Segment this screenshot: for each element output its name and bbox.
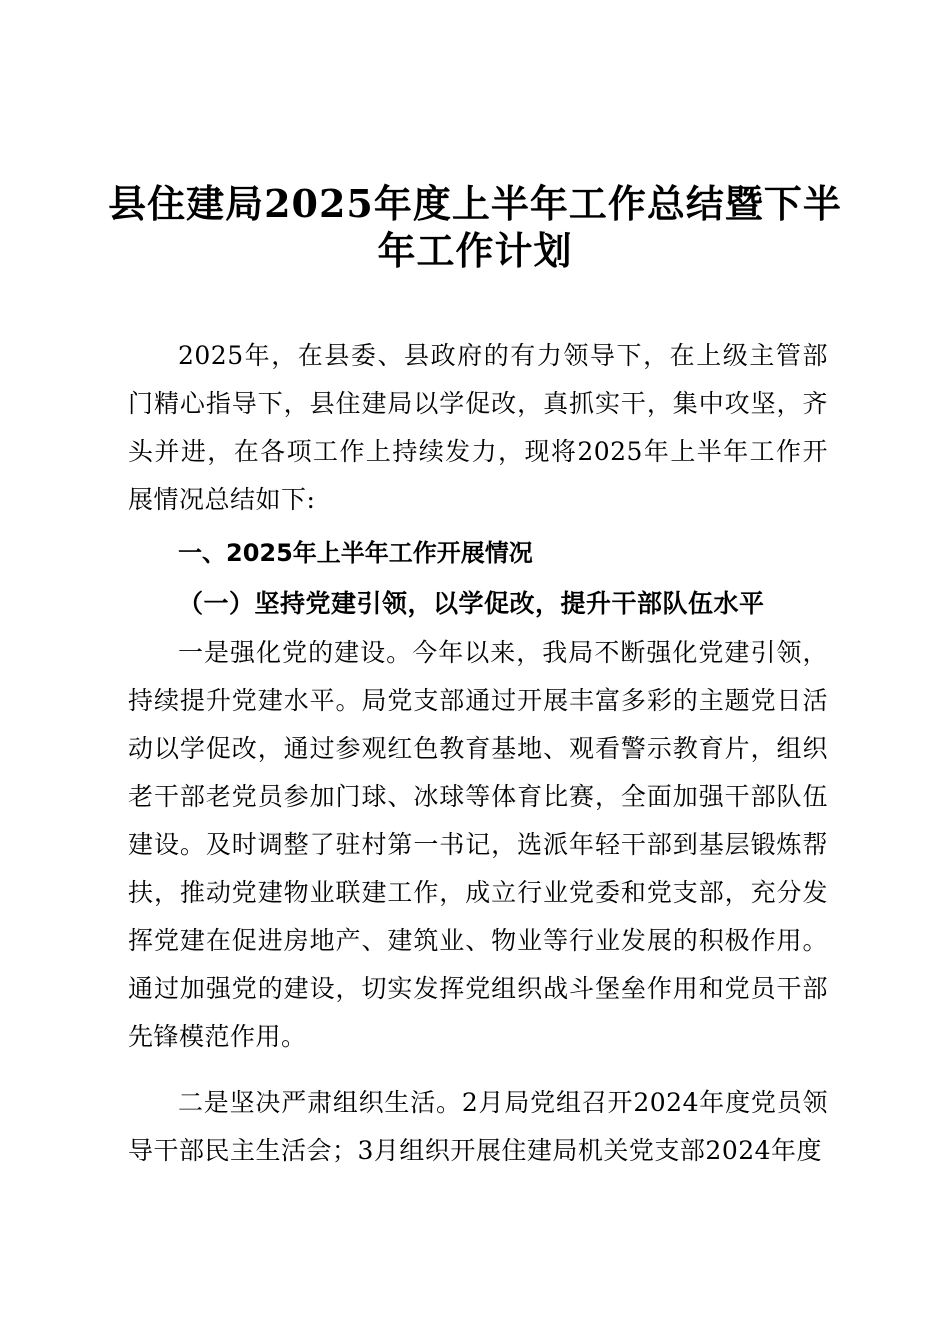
body-paragraph-organization-life: 二是坚决严肃组织生活。2月局党组召开2024年度党员领导干部民主生活会；3月组织开展住建局机关党支部2024年度 (128, 1088, 828, 1165)
section-heading: 一、2025年上半年工作开展情况 (178, 539, 533, 567)
subsection-heading: （一）坚持党建引领，以学促改，提升干部队伍水平 (178, 589, 765, 618)
document-title: 县住建局2025年度上半年工作总结暨下半年工作计划 (108, 181, 842, 273)
intro-paragraph: 2025年，在县委、县政府的有力领导下，在上级主管部门精心指导下，县住建局以学促改，真抓实干，集中攻坚，齐头并进，在各项工作上持续发力，现将2025年上半年工作开展情况总结如下: (128, 341, 828, 514)
body-paragraph-party-building: 一是强化党的建设。今年以来，我局不断强化党建引领，持续提升党建水平。局党支部通过开展丰富多彩的主题党日活动以学促改，通过参观红色教育基地、观看警示教育片，组织老干部老党员参加门球、冰球等体育比赛，全面加强干部队伍建设。及时调整了驻村第一书记，选派年轻干部到基层锻炼帮扶，推动党建物业联建工作，成立行业党委和党支部，充分发挥党建在促进房地产、建筑业、物业等行业发展的积极作用。通过加强党的建设，切实发挥党组织战斗堡垒作用和党员干部先锋模范作用。 (128, 638, 828, 1051)
